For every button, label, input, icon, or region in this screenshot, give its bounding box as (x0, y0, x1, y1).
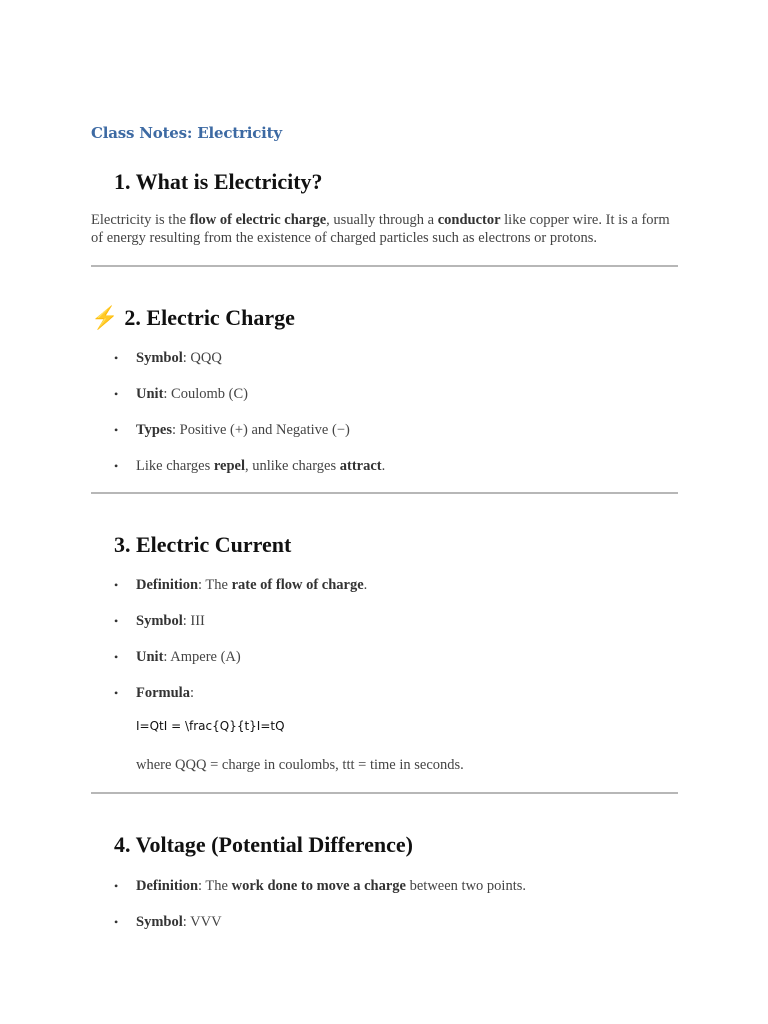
lightning-icon: ⚡ (91, 305, 119, 330)
section-1-heading: 1. What is Electricity? (114, 169, 323, 194)
section-2-heading: ⚡ 2. Electric Charge (91, 305, 295, 330)
list-item: • Like charges repel, unlike charges attract. (136, 457, 385, 475)
list-item: • Unit: Coulomb (C) (136, 385, 248, 403)
divider (91, 792, 678, 794)
document-title: Class Notes: Electricity (91, 124, 282, 142)
section-3-heading: 3. Electric Current (114, 532, 292, 557)
current-formula: I=QtI = \frac{Q}{t}I=tQ (136, 719, 285, 733)
section-1-paragraph: Electricity is the flow of electric charge, usually through a conductor like copper wire. It is a form of energy resulting from the existence of charged particles such as electrons or protons. (91, 212, 670, 246)
divider (91, 492, 678, 494)
section-4-heading: 4. Voltage (Potential Difference) (114, 832, 413, 857)
list-item: • Formula: (136, 684, 194, 702)
formula-explanation: where QQQ = charge in coulombs, ttt = time in seconds. (136, 757, 464, 773)
list-item: • Unit: Ampere (A) (136, 648, 241, 666)
list-item: • Symbol: III (136, 612, 205, 630)
list-item: • Types: Positive (+) and Negative (−) (136, 421, 350, 439)
list-item: • Symbol: VVV (136, 913, 222, 931)
list-item: • Definition: The rate of flow of charge. (136, 576, 367, 594)
divider (91, 265, 678, 267)
list-item: • Definition: The work done to move a charge between two points. (136, 877, 526, 895)
list-item: • Symbol: QQQ (136, 349, 222, 367)
